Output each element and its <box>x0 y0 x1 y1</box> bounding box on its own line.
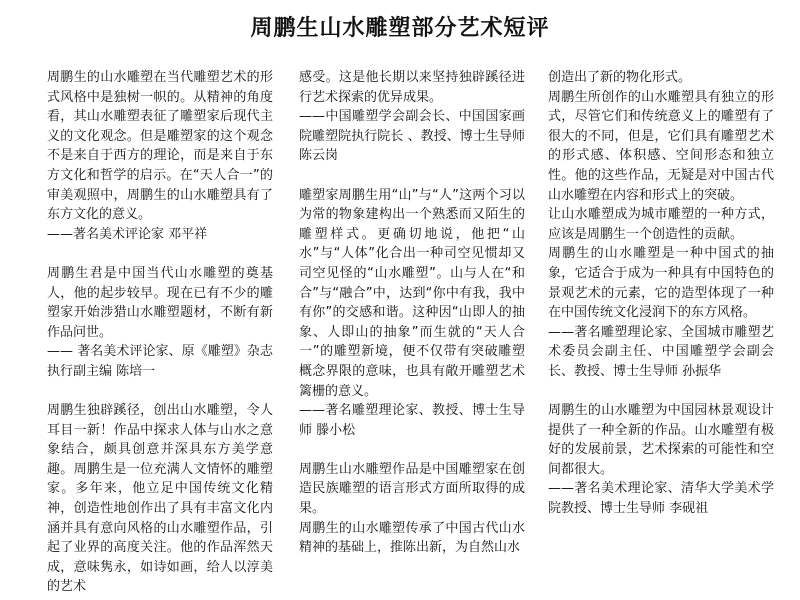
review-signature: ——中国雕塑学会副会长、中国国家画院雕塑院执行院长 、教授、博士生导师 陈云岗 <box>299 109 525 164</box>
review-signature: ——著名美术理论家、清华大学美术学院教授、博士生导师 李砚祖 <box>548 481 774 517</box>
review-paragraph: 周鹏生所创作的山水雕塑具有独立的形式，尽管它们和传统意义上的雕塑有了很大的不同，但是，它们具有雕塑艺术的形式感、体积感、空间形态和独立性。他的这些作品，无疑是对中国古代山水雕塑在内容和形式上的突破。 <box>548 89 774 203</box>
review-paragraph: 创造出了新的物化形式。 <box>548 70 692 85</box>
text-column-3 <box>548 68 774 519</box>
review-paragraph: 周鹏生的山水雕塑在当代雕塑艺术的形式风格中是独树一帜的。从精神的角度看，其山水雕塑表征了雕塑家后现代主义的文化观念。但是雕塑家的这个观念不是来自于西方的理论，而是来自于东方文化和哲学的启示。在“天人合一”的审美观照中，周鹏生的山水雕塑具有了东方文化的意义。 <box>47 70 273 223</box>
review-signature: ——著名雕塑理论家、教授、博士生导师 滕小松 <box>299 403 525 438</box>
review-paragraph: 周鹏生的山水雕塑是一种中国式的抽象，它适合于成为一种具有中国特色的景观艺术的元素，它的造型体现了一种在中国传统文化浸润下的东方风格。 <box>548 246 774 321</box>
review-signature: ——著名美术评论家 邓平祥 <box>47 226 208 242</box>
review-paragraph: 周鹏生的山水雕塑传承了中国古代山水精神的基础上，推陈出新，为自然山水 <box>299 520 525 556</box>
review-signature: —— 著名美术评论家、原《雕塑》杂志执行副主编 陈培一 <box>47 344 273 379</box>
review-paragraph: 雕塑家周鹏生用“山”与“人”这两个习以为常的物象建构出一个熟悉而又陌生的雕塑样式。更确切地说，他把“山水”与“人体”化合出一种司空见惯却又司空见怪的“山水雕塑”。山与人在“和合”与“融合”中，达到“你中有我，我中有你”的交感和谐。这种因“山即人的抽象、人即山的抽象”而生就的“天人合一”的雕塑新境，便不仅带有突破雕塑概念界限的意味，也具有敞开雕塑艺术篱栅的意义。 <box>299 187 525 399</box>
review-paragraph: 周鹏生独辟蹊径，创出山水雕塑，令人耳目一新！作品中探求人体与山水之意象结合，颇具创意并深具东方美学意趣。周鹏生是一位充满人文情怀的雕塑家。多年来，他立足中国传统文化精神，创造性地创作出了具有丰富文化内涵并具有意向风格的山水雕塑作品，引起了业界的高度关注。他的作品浑然天成，意味隽永，如诗如画，给人以淳美的艺术 <box>47 403 273 595</box>
review-paragraph: 感受。这是他长期以来坚持独辟蹊径进行艺术探索的优异成果。 <box>299 70 525 105</box>
text-column-1 <box>47 68 273 597</box>
text-column-2 <box>299 68 525 558</box>
review-paragraph: 让山水雕塑成为城市雕塑的一种方式，应该是周鹏生一个创造性的贡献。 <box>548 207 774 242</box>
review-paragraph: 周鹏生君是中国当代山水雕塑的奠基人，他的起步较早。现在已有不少的雕塑家开始涉猎山水雕塑题材，不断有新作品问世。 <box>47 265 273 340</box>
review-paragraph: 周鹏生山水雕塑作品是中国雕塑家在创造民族雕塑的语言形式方面所取得的成果。 <box>299 461 525 517</box>
page-title: 周鹏生山水雕塑部分艺术短评 <box>250 16 550 41</box>
review-signature: ——著名雕塑理论家、全国城市雕塑艺术委员会副主任、中国雕塑学会副会长、教授、博士生导师 孙振华 <box>548 324 774 379</box>
review-paragraph: 周鹏生的山水雕塑为中国园林景观设计提供了一种全新的作品。山水雕塑有极好的发展前景，艺术探索的可能性和空间都很大。 <box>548 403 774 477</box>
